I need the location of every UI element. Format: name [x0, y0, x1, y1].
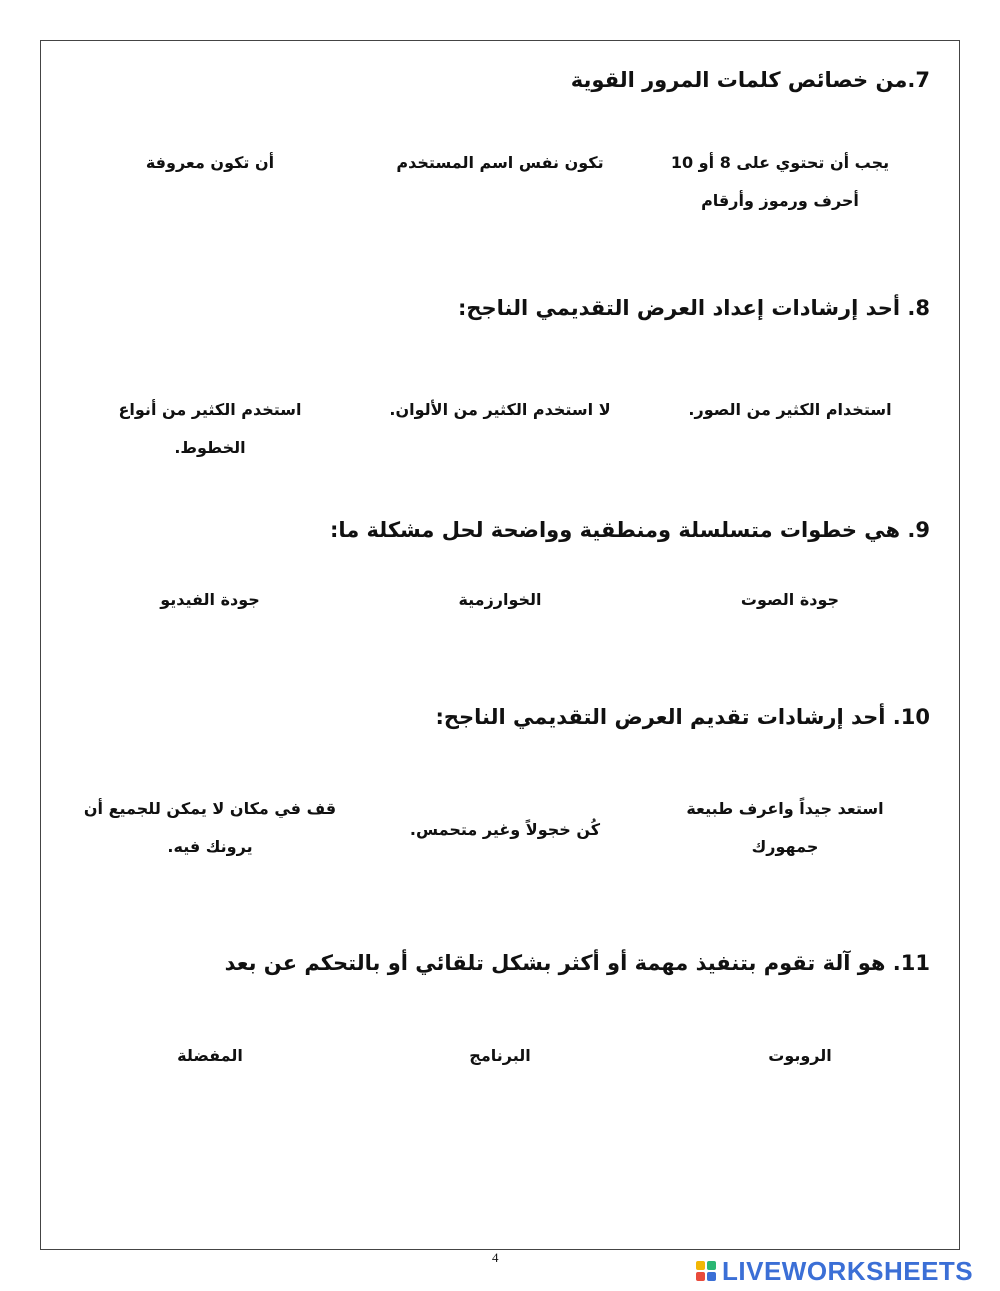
logo-square-red	[696, 1272, 705, 1281]
q11-option-b[interactable]	[420, 1037, 580, 1075]
option-text-line: المفضلة	[177, 1046, 243, 1065]
option-text-line: جمهورك	[751, 837, 819, 856]
question-9-title: 9. هي خطوات متسلسلة ومنطقية وواضحة لحل مشكلة ما:	[329, 518, 930, 542]
option-text-line: جودة الصوت	[740, 590, 840, 609]
q8-option-a[interactable]	[660, 391, 920, 429]
q10-option-a[interactable]	[660, 790, 910, 866]
logo-square-blue	[707, 1272, 716, 1281]
option-text-line: أحرف ورموز وأرقام	[701, 191, 859, 210]
option-text-line: أن تكون معروفة	[145, 153, 275, 172]
q10-option-b[interactable]	[380, 811, 630, 849]
option-text-line: يجب أن تحتوي على 8 أو 10	[670, 153, 890, 172]
option-text-line: يرونك فيه.	[167, 837, 253, 856]
option-text-line: الروبوت	[768, 1046, 832, 1065]
page-number: 4	[492, 1250, 499, 1265]
option-text-line: كُن خجولاً وغير متحمس.	[409, 820, 601, 839]
q7-option-b[interactable]	[370, 144, 630, 182]
option-text-line: استعد جيداً واعرف طبيعة	[686, 799, 884, 818]
q7-option-c[interactable]	[110, 144, 310, 182]
q11-option-c[interactable]	[130, 1037, 290, 1075]
q9-option-a[interactable]	[700, 581, 880, 619]
option-text-line: استخدم الكثير من أنواع	[118, 400, 302, 419]
question-11-title: 11. هو آلة تقوم بتنفيذ مهمة أو أكثر بشكل تلقائي أو بالتحكم عن بعد	[224, 951, 930, 975]
logo-square-yellow	[696, 1261, 705, 1270]
q8-option-b[interactable]	[360, 391, 640, 429]
q10-option-c[interactable]	[60, 790, 360, 866]
liveworksheets-logo[interactable]	[696, 1256, 973, 1286]
option-text-line: الخطوط.	[174, 438, 246, 457]
question-8-title: 8. أحد إرشادات إعداد العرض التقديمي الناجح:	[457, 296, 930, 320]
q9-option-b[interactable]	[410, 581, 590, 619]
option-text-line: لا استخدم الكثير من الألوان.	[389, 400, 611, 419]
option-text-line: الخوارزمية	[458, 590, 542, 609]
option-text-line: جودة الفيديو	[160, 590, 260, 609]
q9-option-c[interactable]	[120, 581, 300, 619]
question-10-title: 10. أحد إرشادات تقديم العرض التقديمي الناجح:	[435, 705, 930, 729]
option-text-line: تكون نفس اسم المستخدم	[396, 153, 604, 172]
question-7-title: 7.من خصائص كلمات المرور القوية	[570, 68, 930, 92]
q7-option-a[interactable]	[660, 144, 900, 220]
option-text-line: استخدام الكثير من الصور.	[688, 400, 892, 419]
option-text-line: البرنامج	[469, 1046, 531, 1065]
logo-square-green	[707, 1261, 716, 1270]
q8-option-c[interactable]	[90, 391, 330, 467]
logo-mark-icon	[696, 1261, 716, 1281]
q11-option-a[interactable]	[720, 1037, 880, 1075]
option-text-line: قف في مكان لا يمكن للجميع أن	[83, 799, 337, 818]
logo-text: LIVEWORKSHEETS	[722, 1255, 974, 1286]
